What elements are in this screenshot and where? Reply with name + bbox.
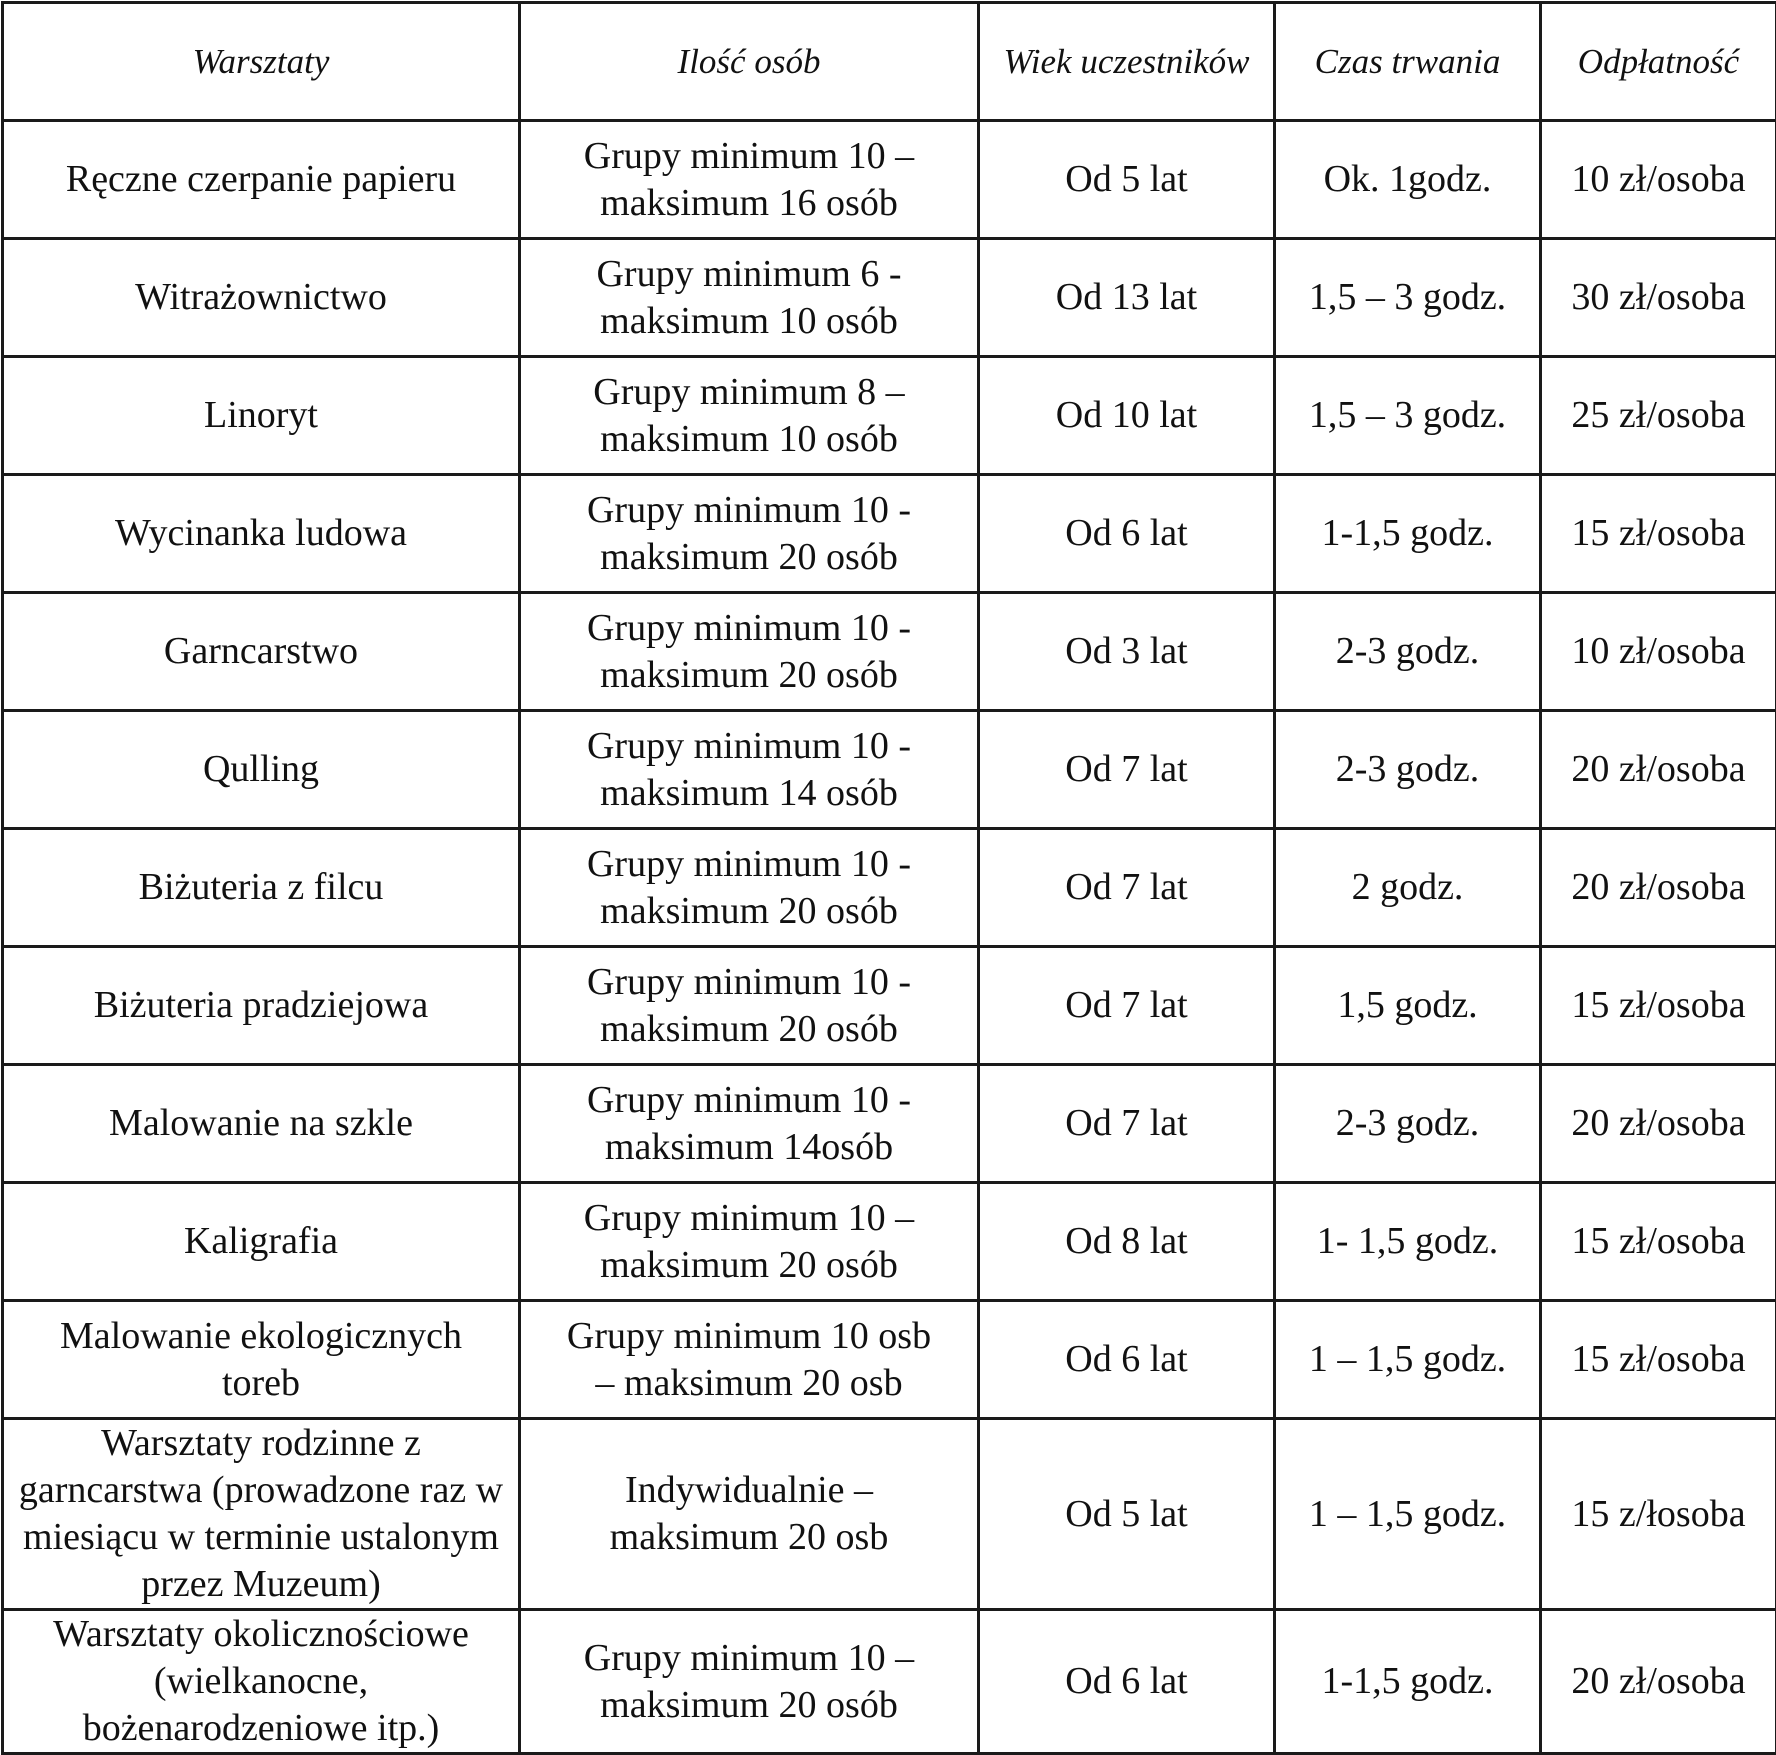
duration-cell: 1,5 – 3 godz.	[1275, 239, 1541, 357]
table-row	[3, 1610, 1776, 1754]
header-age: Wiek uczestników	[979, 3, 1275, 121]
table-row	[3, 829, 1776, 947]
group-size-cell	[520, 947, 979, 1065]
workshop-name-line: przez Muzeum)	[10, 1561, 512, 1608]
workshop-name	[3, 1610, 520, 1754]
table-row	[3, 1065, 1776, 1183]
group-size-cell	[520, 1183, 979, 1301]
duration-cell: 2-3 godz.	[1275, 593, 1541, 711]
fee-cell: 30 zł/osoba	[1541, 239, 1776, 357]
table-row	[3, 1419, 1776, 1610]
fee-cell: 20 zł/osoba	[1541, 711, 1776, 829]
group-size-line: maksimum 20 osób	[527, 534, 971, 581]
age-cell: Od 13 lat	[979, 239, 1275, 357]
group-size-cell	[520, 829, 979, 947]
group-size-line: Grupy minimum 10 –	[527, 133, 971, 180]
group-size-line: maksimum 10 osób	[527, 416, 971, 463]
workshops-table	[1, 1, 1776, 1755]
fee-cell: 20 zł/osoba	[1541, 1065, 1776, 1183]
fee-cell: 20 zł/osoba	[1541, 829, 1776, 947]
group-size-line: maksimum 14osób	[527, 1124, 971, 1171]
workshop-name: Qulling	[3, 711, 520, 829]
group-size-line: Grupy minimum 10 osb	[527, 1313, 971, 1360]
group-size-cell	[520, 593, 979, 711]
group-size-cell	[520, 1419, 979, 1610]
workshop-name-line: miesiącu w terminie ustalonym	[10, 1514, 512, 1561]
header-workshop: Warsztaty	[3, 3, 520, 121]
workshop-name-line: (wielkanocne,	[10, 1658, 512, 1705]
group-size-cell	[520, 1065, 979, 1183]
group-size-line: Grupy minimum 8 –	[527, 369, 971, 416]
workshop-name: Biżuteria pradziejowa	[3, 947, 520, 1065]
header-row	[3, 3, 1776, 121]
workshop-name: Ręczne czerpanie papieru	[3, 121, 520, 239]
group-size-cell	[520, 1610, 979, 1754]
duration-cell: 1-1,5 godz.	[1275, 475, 1541, 593]
group-size-line: maksimum 20 osb	[527, 1514, 971, 1561]
workshop-name: Linoryt	[3, 357, 520, 475]
group-size-line: maksimum 20 osób	[527, 1682, 971, 1729]
group-size-cell	[520, 1301, 979, 1419]
age-cell: Od 8 lat	[979, 1183, 1275, 1301]
header-group-size: Ilość osób	[520, 3, 979, 121]
header-duration: Czas trwania	[1275, 3, 1541, 121]
group-size-line: Grupy minimum 6 -	[527, 251, 971, 298]
age-cell: Od 10 lat	[979, 357, 1275, 475]
group-size-line: Grupy minimum 10 –	[527, 1195, 971, 1242]
workshop-name: Malowanie na szkle	[3, 1065, 520, 1183]
table-row	[3, 1183, 1776, 1301]
workshop-name-line: Warsztaty okolicznościowe	[10, 1611, 512, 1658]
age-cell: Od 6 lat	[979, 1610, 1275, 1754]
workshop-name: Wycinanka ludowa	[3, 475, 520, 593]
group-size-cell	[520, 711, 979, 829]
age-cell: Od 5 lat	[979, 1419, 1275, 1610]
workshop-name-line: bożenarodzeniowe itp.)	[10, 1705, 512, 1752]
duration-cell: 1,5 godz.	[1275, 947, 1541, 1065]
group-size-line: Grupy minimum 10 -	[527, 723, 971, 770]
workshop-name-line: garncarstwa (prowadzone raz w	[10, 1467, 512, 1514]
age-cell: Od 6 lat	[979, 1301, 1275, 1419]
fee-cell: 15 zł/osoba	[1541, 475, 1776, 593]
group-size-line: Grupy minimum 10 -	[527, 1077, 971, 1124]
group-size-line: maksimum 14 osób	[527, 770, 971, 817]
table-row	[3, 475, 1776, 593]
workshop-name: Witrażownictwo	[3, 239, 520, 357]
group-size-line: maksimum 20 osób	[527, 888, 971, 935]
group-size-line: maksimum 16 osób	[527, 180, 971, 227]
age-cell: Od 3 lat	[979, 593, 1275, 711]
workshop-name-line: Malowanie ekologicznych	[10, 1313, 512, 1360]
group-size-line: Grupy minimum 10 -	[527, 841, 971, 888]
duration-cell: 1,5 – 3 godz.	[1275, 357, 1541, 475]
group-size-line: – maksimum 20 osb	[527, 1360, 971, 1407]
group-size-line: maksimum 20 osób	[527, 1006, 971, 1053]
fee-cell: 25 zł/osoba	[1541, 357, 1776, 475]
duration-cell: 2-3 godz.	[1275, 711, 1541, 829]
table-row	[3, 1301, 1776, 1419]
age-cell: Od 6 lat	[979, 475, 1275, 593]
duration-cell: 1- 1,5 godz.	[1275, 1183, 1541, 1301]
workshop-name: Kaligrafia	[3, 1183, 520, 1301]
group-size-cell	[520, 239, 979, 357]
fee-cell: 10 zł/osoba	[1541, 121, 1776, 239]
group-size-cell	[520, 357, 979, 475]
group-size-cell	[520, 121, 979, 239]
age-cell: Od 7 lat	[979, 947, 1275, 1065]
age-cell: Od 7 lat	[979, 829, 1275, 947]
age-cell: Od 7 lat	[979, 711, 1275, 829]
age-cell: Od 7 lat	[979, 1065, 1275, 1183]
workshop-name-line: Warsztaty rodzinne z	[10, 1420, 512, 1467]
duration-cell: 2-3 godz.	[1275, 1065, 1541, 1183]
workshop-name: Biżuteria z filcu	[3, 829, 520, 947]
group-size-line: Grupy minimum 10 -	[527, 605, 971, 652]
table-row	[3, 239, 1776, 357]
workshop-name-line: toreb	[10, 1360, 512, 1407]
duration-cell: 1 – 1,5 godz.	[1275, 1301, 1541, 1419]
duration-cell: 1-1,5 godz.	[1275, 1610, 1541, 1754]
table-row	[3, 593, 1776, 711]
table-row	[3, 357, 1776, 475]
workshop-name	[3, 1419, 520, 1610]
group-size-line: maksimum 20 osób	[527, 1242, 971, 1289]
header-fee: Odpłatność	[1541, 3, 1776, 121]
workshop-name	[3, 1301, 520, 1419]
table-row	[3, 711, 1776, 829]
group-size-line: Grupy minimum 10 -	[527, 487, 971, 534]
table-row	[3, 947, 1776, 1065]
workshop-name: Garncarstwo	[3, 593, 520, 711]
age-cell: Od 5 lat	[979, 121, 1275, 239]
group-size-line: maksimum 10 osób	[527, 298, 971, 345]
fee-cell: 20 zł/osoba	[1541, 1610, 1776, 1754]
duration-cell: 2 godz.	[1275, 829, 1541, 947]
fee-cell: 15 z/łosoba	[1541, 1419, 1776, 1610]
group-size-line: Grupy minimum 10 –	[527, 1635, 971, 1682]
duration-cell: Ok. 1godz.	[1275, 121, 1541, 239]
group-size-cell	[520, 475, 979, 593]
group-size-line: Indywidualnie –	[527, 1467, 971, 1514]
duration-cell: 1 – 1,5 godz.	[1275, 1419, 1541, 1610]
group-size-line: Grupy minimum 10 -	[527, 959, 971, 1006]
fee-cell: 15 zł/osoba	[1541, 1301, 1776, 1419]
fee-cell: 10 zł/osoba	[1541, 593, 1776, 711]
table-row	[3, 121, 1776, 239]
fee-cell: 15 zł/osoba	[1541, 1183, 1776, 1301]
group-size-line: maksimum 20 osób	[527, 652, 971, 699]
fee-cell: 15 zł/osoba	[1541, 947, 1776, 1065]
